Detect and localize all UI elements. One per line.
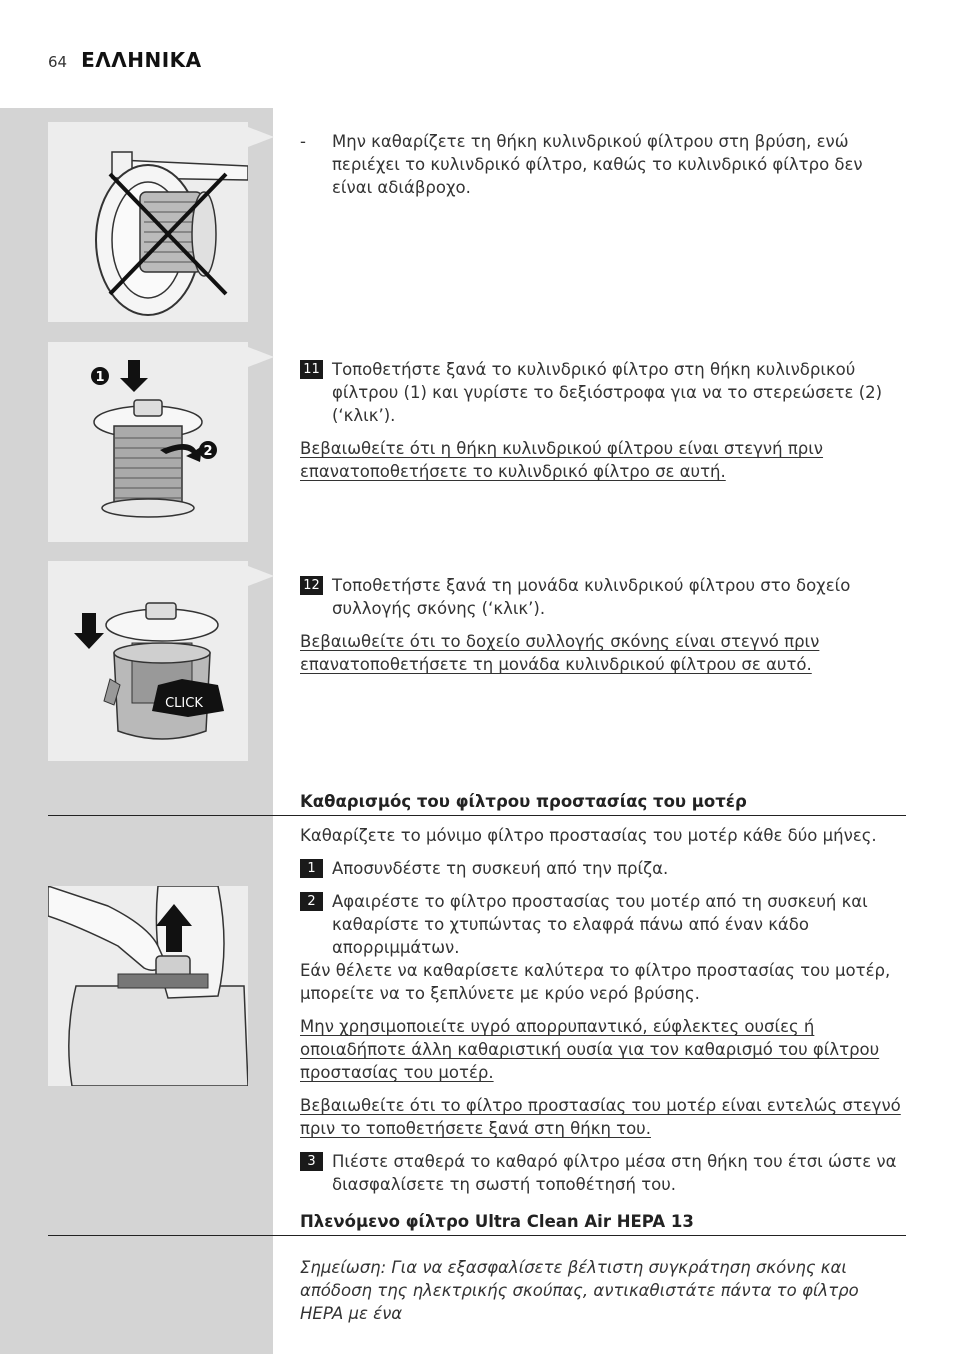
figure-no-rinse-filter-holder xyxy=(48,122,248,322)
step-text: Αφαιρέστε το φίλτρο προστασίας του μοτέρ από τη συσκευή και καθαρίστε το χτυπώντας το ελαφρά πάνω από έναν κάδο απορριμμάτων. xyxy=(332,892,868,957)
figure-label-1: 1 xyxy=(95,370,105,385)
motor-step-2 xyxy=(300,890,906,959)
step-text: Τοποθετήστε ξανά τη μονάδα κυλινδρικού φίλτρου στο δοχείο συλλογής σκόνης (‘κλικ’). xyxy=(332,576,851,618)
warning-text: Βεβαιωθείτε ότι η θήκη κυλινδρικού φίλτρου είναι στεγνή πριν επανατοποθετήσετε το κυλινδρικό φίλτρο σε αυτή. xyxy=(300,439,824,481)
hepa-note: Σημείωση: Για να εξασφαλίσετε βέλτιστη συγκράτηση σκόνης και απόδοση της ηλεκτρικής σκούπας, αντικαθιστάτε πάντα το φίλτρο HEPA με ένα xyxy=(300,1258,859,1323)
figure-remove-motor-filter xyxy=(48,886,248,1086)
step-12-block xyxy=(300,574,906,676)
figure-reinsert-cylinder-filter xyxy=(48,342,248,542)
page-number: 64 xyxy=(48,53,68,71)
dust-container-illustration xyxy=(48,561,248,761)
figure-label-2: 2 xyxy=(203,444,213,459)
step-text: Αποσυνδέστε τη συσκευή από την πρίζα. xyxy=(332,859,669,878)
step-11-block xyxy=(300,358,906,483)
section-rule xyxy=(48,815,906,816)
figure-pointer xyxy=(248,347,274,367)
step-number: 11 xyxy=(300,360,323,379)
step-text: Πιέστε σταθερά το καθαρό φίλτρο μέσα στη θήκη του έτσι ώστε να διασφαλίσετε τη σωστή τοποθέτησή του. xyxy=(332,1152,897,1194)
warning-text: Μην χρησιμοποιείτε υγρό απορρυπαντικό, εύφλεκτες ουσίες ή οποιαδήποτε άλλη καθαριστική ουσία για τον καθαρισμό του φίλτρου προστασίας του μοτέρ. xyxy=(300,1017,880,1082)
warning-text: Βεβαιωθείτε ότι το δοχείο συλλογής σκόνης είναι στεγνό πριν επανατοποθετήσετε τη μονάδα κυλινδρικού φίλτρου σε αυτό. xyxy=(300,632,820,674)
rinse-text: Εάν θέλετε να καθαρίσετε καλύτερα το φίλτρο προστασίας του μοτέρ, μπορείτε να το ξεπλύνετε με κρύο νερό βρύσης. xyxy=(300,961,891,1003)
section-heading-motor-filter: Καθαρισμός του φίλτρου προστασίας του μοτέρ xyxy=(300,792,747,811)
step-number: 12 xyxy=(300,576,323,595)
dash-instruction xyxy=(300,130,906,199)
step-12 xyxy=(300,574,906,620)
motor-filter-intro: Καθαρίζετε το μόνιμο φίλτρο προστασίας του μοτέρ κάθε δύο μήνες. xyxy=(300,826,877,845)
figure-pointer xyxy=(248,566,274,586)
motor-filter-content xyxy=(300,824,906,1196)
warning-text: Βεβαιωθείτε ότι το φίλτρο προστασίας του μοτέρ είναι εντελώς στεγνό πριν το τοποθετήσετε ξανά στη θήκη του. xyxy=(300,1096,901,1138)
motor-step-1 xyxy=(300,857,906,880)
figure-pointer xyxy=(248,127,274,147)
page-header xyxy=(48,48,202,76)
language-title: ΕΛΛΗΝΙΚΑ xyxy=(81,48,202,72)
dash-instruction-text: Μην καθαρίζετε τη θήκη κυλινδρικού φίλτρου στη βρύση, ενώ περιέχει το κυλινδρικό φίλτρο, καθώς το κυλινδρικό φίλτρο δεν είναι αδιάβροχο. xyxy=(332,132,863,197)
motor-step-3 xyxy=(300,1150,906,1196)
figure-reinsert-filter-unit xyxy=(48,561,248,761)
click-label: CLICK xyxy=(165,696,203,711)
motor-filter-illustration xyxy=(48,886,248,1086)
step-number: 1 xyxy=(300,859,323,878)
dash-bullet: - xyxy=(300,132,306,151)
section-rule xyxy=(48,1235,906,1236)
step-number: 2 xyxy=(300,892,323,911)
step-number: 3 xyxy=(300,1152,323,1171)
step-text: Τοποθετήστε ξανά το κυλινδρικό φίλτρο στη θήκη κυλινδρικού φίλτρου (1) και γυρίστε το δεξιόστροφα για να το στερεώσετε (2) (‘κλικ’). xyxy=(332,360,883,425)
section-heading-hepa: Πλενόμενο φίλτρο Ultra Clean Air HEPA 13 xyxy=(300,1212,694,1231)
cylinder-filter-illustration xyxy=(48,342,248,542)
filter-under-tap-illustration xyxy=(48,122,248,322)
step-11 xyxy=(300,358,906,427)
